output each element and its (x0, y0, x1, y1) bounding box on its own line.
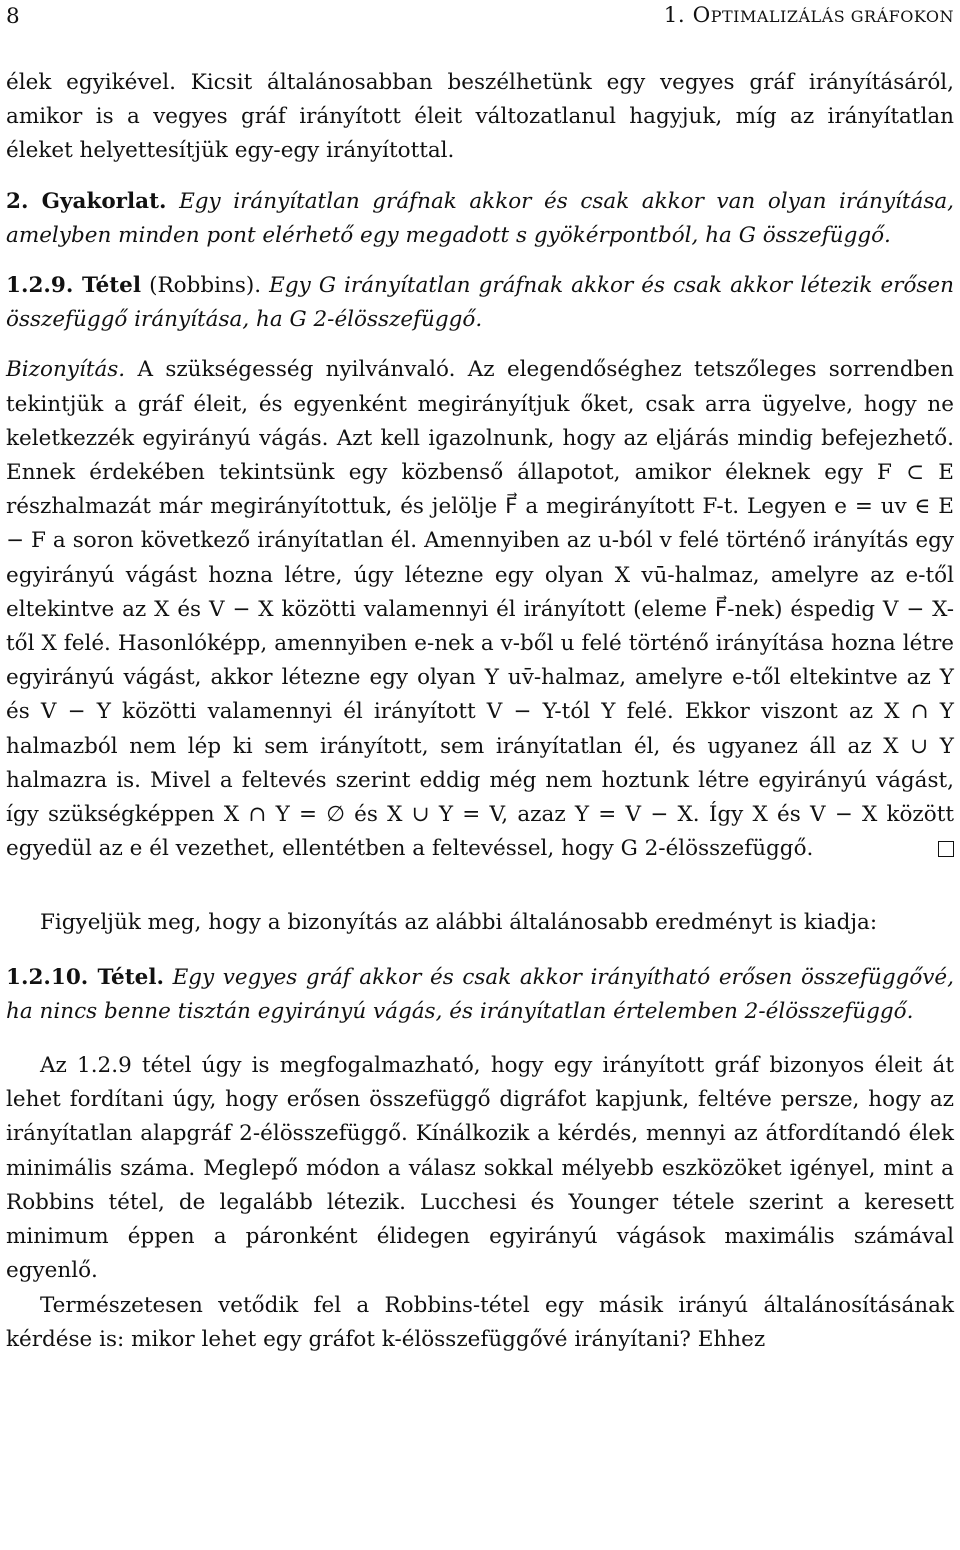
proof-text: A szükségesség nyilvánvaló. Az elegendőséghez tetszőleges sorrendben tekintjük a gráf éleit, és egyenként megirányítjuk őket, csak arra ügyelve, hogy ne keletkezzék egyirányú vágás. Azt kell igazolnunk, hogy az eljárás mindig befejezhető. Ennek érdekében tekintsünk egy közbenső állapotot, amikor éleknek egy F ⊂ E részhalmazát már megirányítottuk, és jelölje F⃗ a megirányított F-t. Legyen e = uv ∈ E − F a soron következő irányítatlan él. Amennyiben az u-ból v felé történő irányítás egy egyirányú vágást hozna létre, úgy létezne egy olyan X vū-halmaz, amelyre az e-től eltekintve az X és V − X közötti valamennyi él irányított (eleme F⃗-nek) éspedig V − X-től X felé. Hasonlóképp, amennyiben e-nek a v-ből u felé történő irányítása hozna létre egyirányú vágást, akkor létezne egy olyan Y uv̄-halmaz, amelyre e-től eltekintve az Y és V − Y közötti valamennyi él irányított V − Y-tól Y felé. Ekkor viszont az X ∩ Y halmazból nem lép ki sem irányított, sem irányítatlan él, és ugyanez áll az X ∪ Y halmazra is. Mivel a feltevés szerint eddig még nem hoztunk létre egyirányú vágást, így szükségképpen X ∩ Y = ∅ és X ∪ Y = V, azaz Y = V − X. Így X és V − X között egyedül az e él vezethet, ellentétben a feltevéssel, hogy G 2-élösszefüggő. (6, 357, 954, 862)
exercise-text: Egy irányítatlan gráfnak akkor és csak akkor van olyan irányítása, amelyben minden pont elérhető egy megadott s gyökérpontból, ha G összefüggő. (6, 188, 955, 248)
theorem-1-2-9 (6, 269, 954, 337)
proof (6, 353, 954, 866)
page-header (6, 0, 954, 34)
theorem-text: Egy G irányítatlan gráfnak akkor és csak akkor létezik erősen összefüggő irányítása, ha G 2-élösszefüggő. (6, 273, 955, 333)
proof-label: Bizonyítás. (6, 357, 126, 383)
theorem-1-2-10 (6, 961, 954, 1029)
paragraph-remark: Figyeljük meg, hogy a bizonyítás az alábbi általánosabb eredményt is kiadja: (40, 910, 878, 936)
paragraph-intro: élek egyikével. Kicsit általánosabban beszélhetünk egy vegyes gráf irányításáról, amikor is a vegyes gráf irányított éleit változatlanul hagyjuk, míg az irányítatlan éleket helyettesítjük egy-egy irányítottal. (6, 70, 954, 164)
qed-square-icon (938, 841, 954, 857)
theorem2-text: Egy vegyes gráf akkor és csak akkor irányítható erősen összefüggővé, ha nincs benne tisztán egyirányú vágás, és irányítatlan értelemben 2-élösszefüggő. (6, 964, 954, 1024)
theorem2-label: 1.2.10. Tétel. (6, 964, 165, 990)
theorem-name: (Robbins). (141, 273, 270, 299)
exercise-2 (6, 185, 954, 253)
page-number: 8 (6, 3, 20, 29)
paragraph-generalization: Természetesen vetődik fel a Robbins-tétel egy másik irányú általánosításának kérdése is: mikor lehet egy gráfot k-élösszefüggővé irányítani? Ehhez (6, 1292, 954, 1352)
body-text (6, 66, 954, 1357)
exercise-label: 2. Gyakorlat. (6, 188, 167, 214)
theorem-label: 1.2.9. Tétel (6, 273, 142, 299)
paragraph-lucchesi-younger: Az 1.2.9 tétel úgy is megfogalmazható, hogy egy irányított gráf bizonyos éleit át lehet fordítani úgy, hogy erősen összefüggő digráfot kapjunk, feltéve persze, hogy az irányítatlan alapgráf 2-élösszefüggő. Kínálkozik a kérdés, mennyi az átfordítandó élek minimális száma. Meglepő módon a válasz sokkal mélyebb eszközöket igényel, mint a Robbins tétel, de legalább létezik. Lucchesi és Younger tétele szerint a keresett minimum éppen a páronként élidegen egyirányú vágások maximális számával egyenlő. (6, 1053, 954, 1284)
running-title: 1. OPTIMALIZÁLÁS GRÁFOKON (663, 3, 954, 29)
